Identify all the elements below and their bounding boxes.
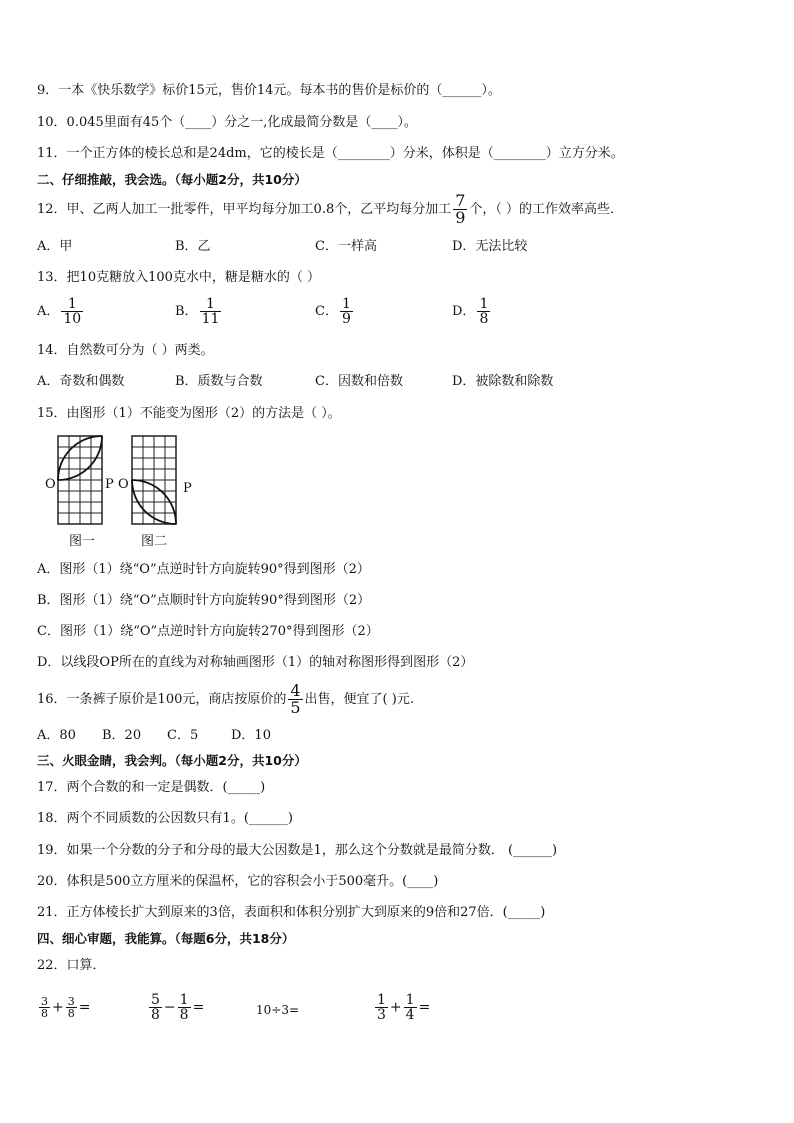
q13-option-a[interactable] (37, 297, 85, 326)
q13-c-label: C． (315, 304, 338, 319)
q13-b-fraction (200, 297, 222, 326)
question-9: 9．一本《快乐数学》标价15元，售价14元。每本书的售价是标价的（______）。 (37, 83, 501, 98)
e1-a-num: 3 (41, 995, 48, 1008)
section-2-heading: 二、仔细推敲，我会选。（每小题2分，共10分） (37, 172, 307, 187)
q13-d-den: 8 (479, 311, 489, 327)
question-19: 19．如果一个分数的分子和分母的最大公因数是1，那么这个分数就是最简分数． (______) (37, 843, 558, 858)
q16-option-c[interactable]: C．5 (167, 728, 199, 743)
e4-a-num: 1 (377, 992, 386, 1008)
q12-fraction (453, 193, 467, 226)
q14-option-b[interactable]: B．质数与合数 (175, 374, 263, 389)
q22-expression-4 (373, 993, 430, 1022)
question-10: 10．0.045里面有45个（____）分之一,化成最简分数是（____）。 (37, 115, 417, 130)
e1-equals: = (78, 999, 91, 1016)
q15-option-b[interactable]: B．图形（1）绕“O”点顺时针方向旋转90°得到图形（2） (37, 593, 371, 608)
e2-operator: − (163, 999, 176, 1016)
q16-frac-den: 5 (290, 698, 301, 717)
e2-fraction-b (178, 993, 191, 1022)
q16-text-post: 出售，便宜了( )元. (304, 692, 414, 707)
q13-b-label: B． (175, 304, 198, 319)
e1-operator: + (52, 999, 64, 1016)
q12-text-pre: 12．甲、乙两人加工一批零件，甲平均每分加工0.8个，乙平均每分加工 (37, 202, 452, 217)
question-17: 17．两个合数的和一定是偶数．(_____) (37, 780, 266, 795)
e2-equals: = (192, 999, 205, 1016)
q15-option-a[interactable]: A．图形（1）绕“O”点逆时针方向旋转90°得到图形（2） (37, 562, 370, 577)
e4-fraction-a (375, 993, 388, 1022)
q15-option-d[interactable]: D．以线段OP所在的直线为对称轴画图形（1）的轴对称图形得到图形（2） (37, 655, 474, 670)
q15-option-c[interactable]: C．图形（1）绕“O”点逆时针方向旋转270°得到图形（2） (37, 624, 379, 639)
q22-expression-3: 10÷3= (256, 1003, 300, 1017)
q13-a-den: 10 (63, 311, 82, 327)
question-13-stem: 13．把10克糖放入100克水中，糖是糖水的（ ） (37, 270, 321, 285)
q13-a-label: A． (37, 304, 60, 319)
q16-option-d[interactable]: D．10 (231, 728, 271, 743)
q16-fraction (288, 683, 302, 716)
e1-fraction-a (39, 996, 50, 1019)
q12-frac-num: 7 (455, 191, 466, 210)
q12-option-c[interactable]: C．一样高 (315, 239, 377, 254)
question-22-stem: 22．口算． (37, 958, 106, 973)
question-11: 11．一个正方体的棱长总和是24dm，它的棱长是（________）分米，体积是（________）立方分米。 (37, 146, 624, 161)
e4-b-num: 1 (405, 992, 415, 1008)
e2-b-num: 1 (179, 992, 189, 1008)
q12-option-b[interactable]: B．乙 (175, 239, 211, 254)
figure-1-point-o: O (45, 477, 56, 492)
figure-2-point-o: O (118, 477, 129, 492)
q13-d-fraction (477, 297, 490, 326)
e1-b-den: 8 (67, 1007, 75, 1020)
e2-a-num: 5 (151, 992, 160, 1008)
figure-1-point-p: P (105, 477, 114, 492)
q16-option-a[interactable]: A．80 (37, 728, 76, 743)
question-18: 18．两个不同质数的公因数只有1。(______) (37, 811, 293, 826)
e1-a-den: 8 (41, 1007, 48, 1020)
q13-c-num: 1 (341, 296, 351, 312)
q14-option-a[interactable]: A．奇数和偶数 (37, 374, 125, 389)
q13-c-den: 9 (341, 311, 351, 327)
q13-a-fraction (61, 297, 83, 326)
q16-option-b[interactable]: B．20 (102, 728, 142, 743)
q13-d-label: D． (452, 304, 476, 319)
q13-a-num: 1 (61, 297, 83, 312)
question-20: 20．体积是500立方厘米的保温杯，它的容积会小于500毫升。(____) (37, 874, 439, 889)
e2-fraction-a (149, 993, 162, 1022)
e4-operator: + (389, 999, 402, 1016)
q12-option-d[interactable]: D．无法比较 (452, 239, 528, 254)
q13-option-c[interactable] (315, 297, 355, 326)
e1-b-num: 3 (67, 995, 75, 1008)
e4-fraction-b (404, 993, 417, 1022)
q22-expression-1 (37, 996, 90, 1019)
q13-d-num: 1 (479, 296, 489, 312)
e4-a-den: 3 (377, 1007, 386, 1023)
question-16-stem (37, 683, 414, 717)
q13-b-den: 11 (201, 311, 220, 327)
q14-option-d[interactable]: D．被除数和除数 (452, 374, 554, 389)
q12-text-post: 个，（ ）的工作效率高些． (469, 202, 624, 217)
section-3-heading: 三、火眼金睛，我会判。（每小题2分，共10分） (37, 753, 307, 768)
q16-text-pre: 16．一条裤子原价是100元，商店按原价的 (37, 692, 287, 707)
q13-option-d[interactable] (452, 297, 492, 326)
q13-c-fraction (340, 297, 353, 326)
e2-a-den: 8 (151, 1007, 160, 1023)
e4-equals: = (418, 999, 431, 1016)
question-14-stem: 14．自然数可分为（ ）两类。 (37, 343, 214, 358)
q12-frac-den: 9 (455, 208, 466, 227)
figure-2-caption: 图二 (141, 534, 168, 549)
q13-b-num: 1 (200, 297, 222, 312)
figure-1-caption: 图一 (69, 534, 96, 549)
q22-expression-2 (147, 993, 204, 1022)
e2-b-den: 8 (179, 1007, 189, 1023)
question-12-stem (37, 192, 623, 228)
question-21: 21．正方体棱长扩大到原来的3倍，表面积和体积分别扩大到原来的9倍和27倍．(_____) (37, 905, 546, 920)
question-15-stem: 15．由图形（1）不能变为图形（2）的方法是（ ）。 (37, 406, 341, 421)
figure-2-point-p: P (183, 481, 192, 496)
q13-option-b[interactable] (175, 297, 223, 326)
q14-option-c[interactable]: C．因数和倍数 (315, 374, 403, 389)
q12-option-a[interactable]: A．甲 (37, 239, 73, 254)
e4-b-den: 4 (405, 1007, 415, 1023)
q16-frac-num: 4 (290, 681, 301, 700)
e1-fraction-b (66, 996, 77, 1019)
section-4-heading: 四、细心审题，我能算。（每题6分，共18分） (37, 931, 295, 946)
